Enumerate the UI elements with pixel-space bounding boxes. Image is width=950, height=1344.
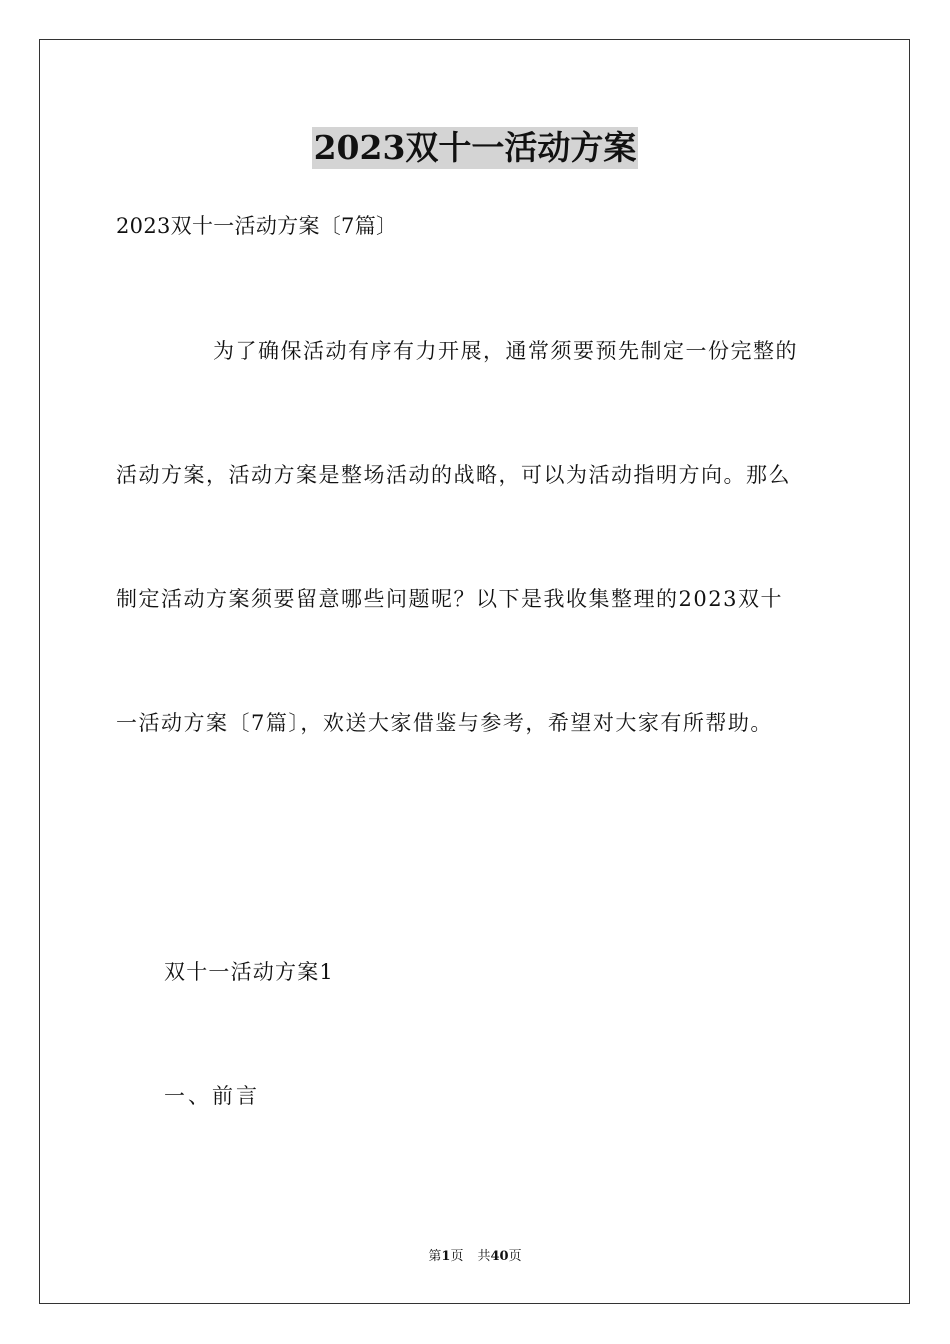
page-prefix: 第 xyxy=(428,1249,442,1264)
document-title: 2023双十一活动方案 xyxy=(313,128,637,167)
title-container xyxy=(0,127,950,169)
paragraph-line-3: 制定活动方案须要留意哪些问题呢？以下是我收集整理的2023双十 xyxy=(116,587,783,611)
page-footer xyxy=(0,1248,950,1266)
paragraph-line-4: 一活动方案〔7篇〕，欢送大家借鉴与参考，希望对大家有所帮助。 xyxy=(116,711,773,735)
document-subtitle: 2023双十一活动方案〔7篇〕 xyxy=(116,214,398,238)
total-suffix: 页 xyxy=(508,1249,522,1264)
paragraph-line-1 xyxy=(116,337,798,365)
subsection-heading: 一、前言 xyxy=(164,1084,260,1108)
section-heading: 双十一活动方案1 xyxy=(164,960,334,984)
page-number: 1 xyxy=(441,1249,451,1264)
page-suffix: 页 xyxy=(450,1249,464,1264)
total-prefix: 共 xyxy=(477,1249,491,1264)
paragraph-line-1-text: 为了确保活动有序有力开展，通常须要预先制定一份完整的 xyxy=(213,339,798,363)
paragraph-line-2: 活动方案，活动方案是整场活动的战略，可以为活动指明方向。那么 xyxy=(116,463,791,487)
total-pages: 40 xyxy=(490,1249,509,1264)
